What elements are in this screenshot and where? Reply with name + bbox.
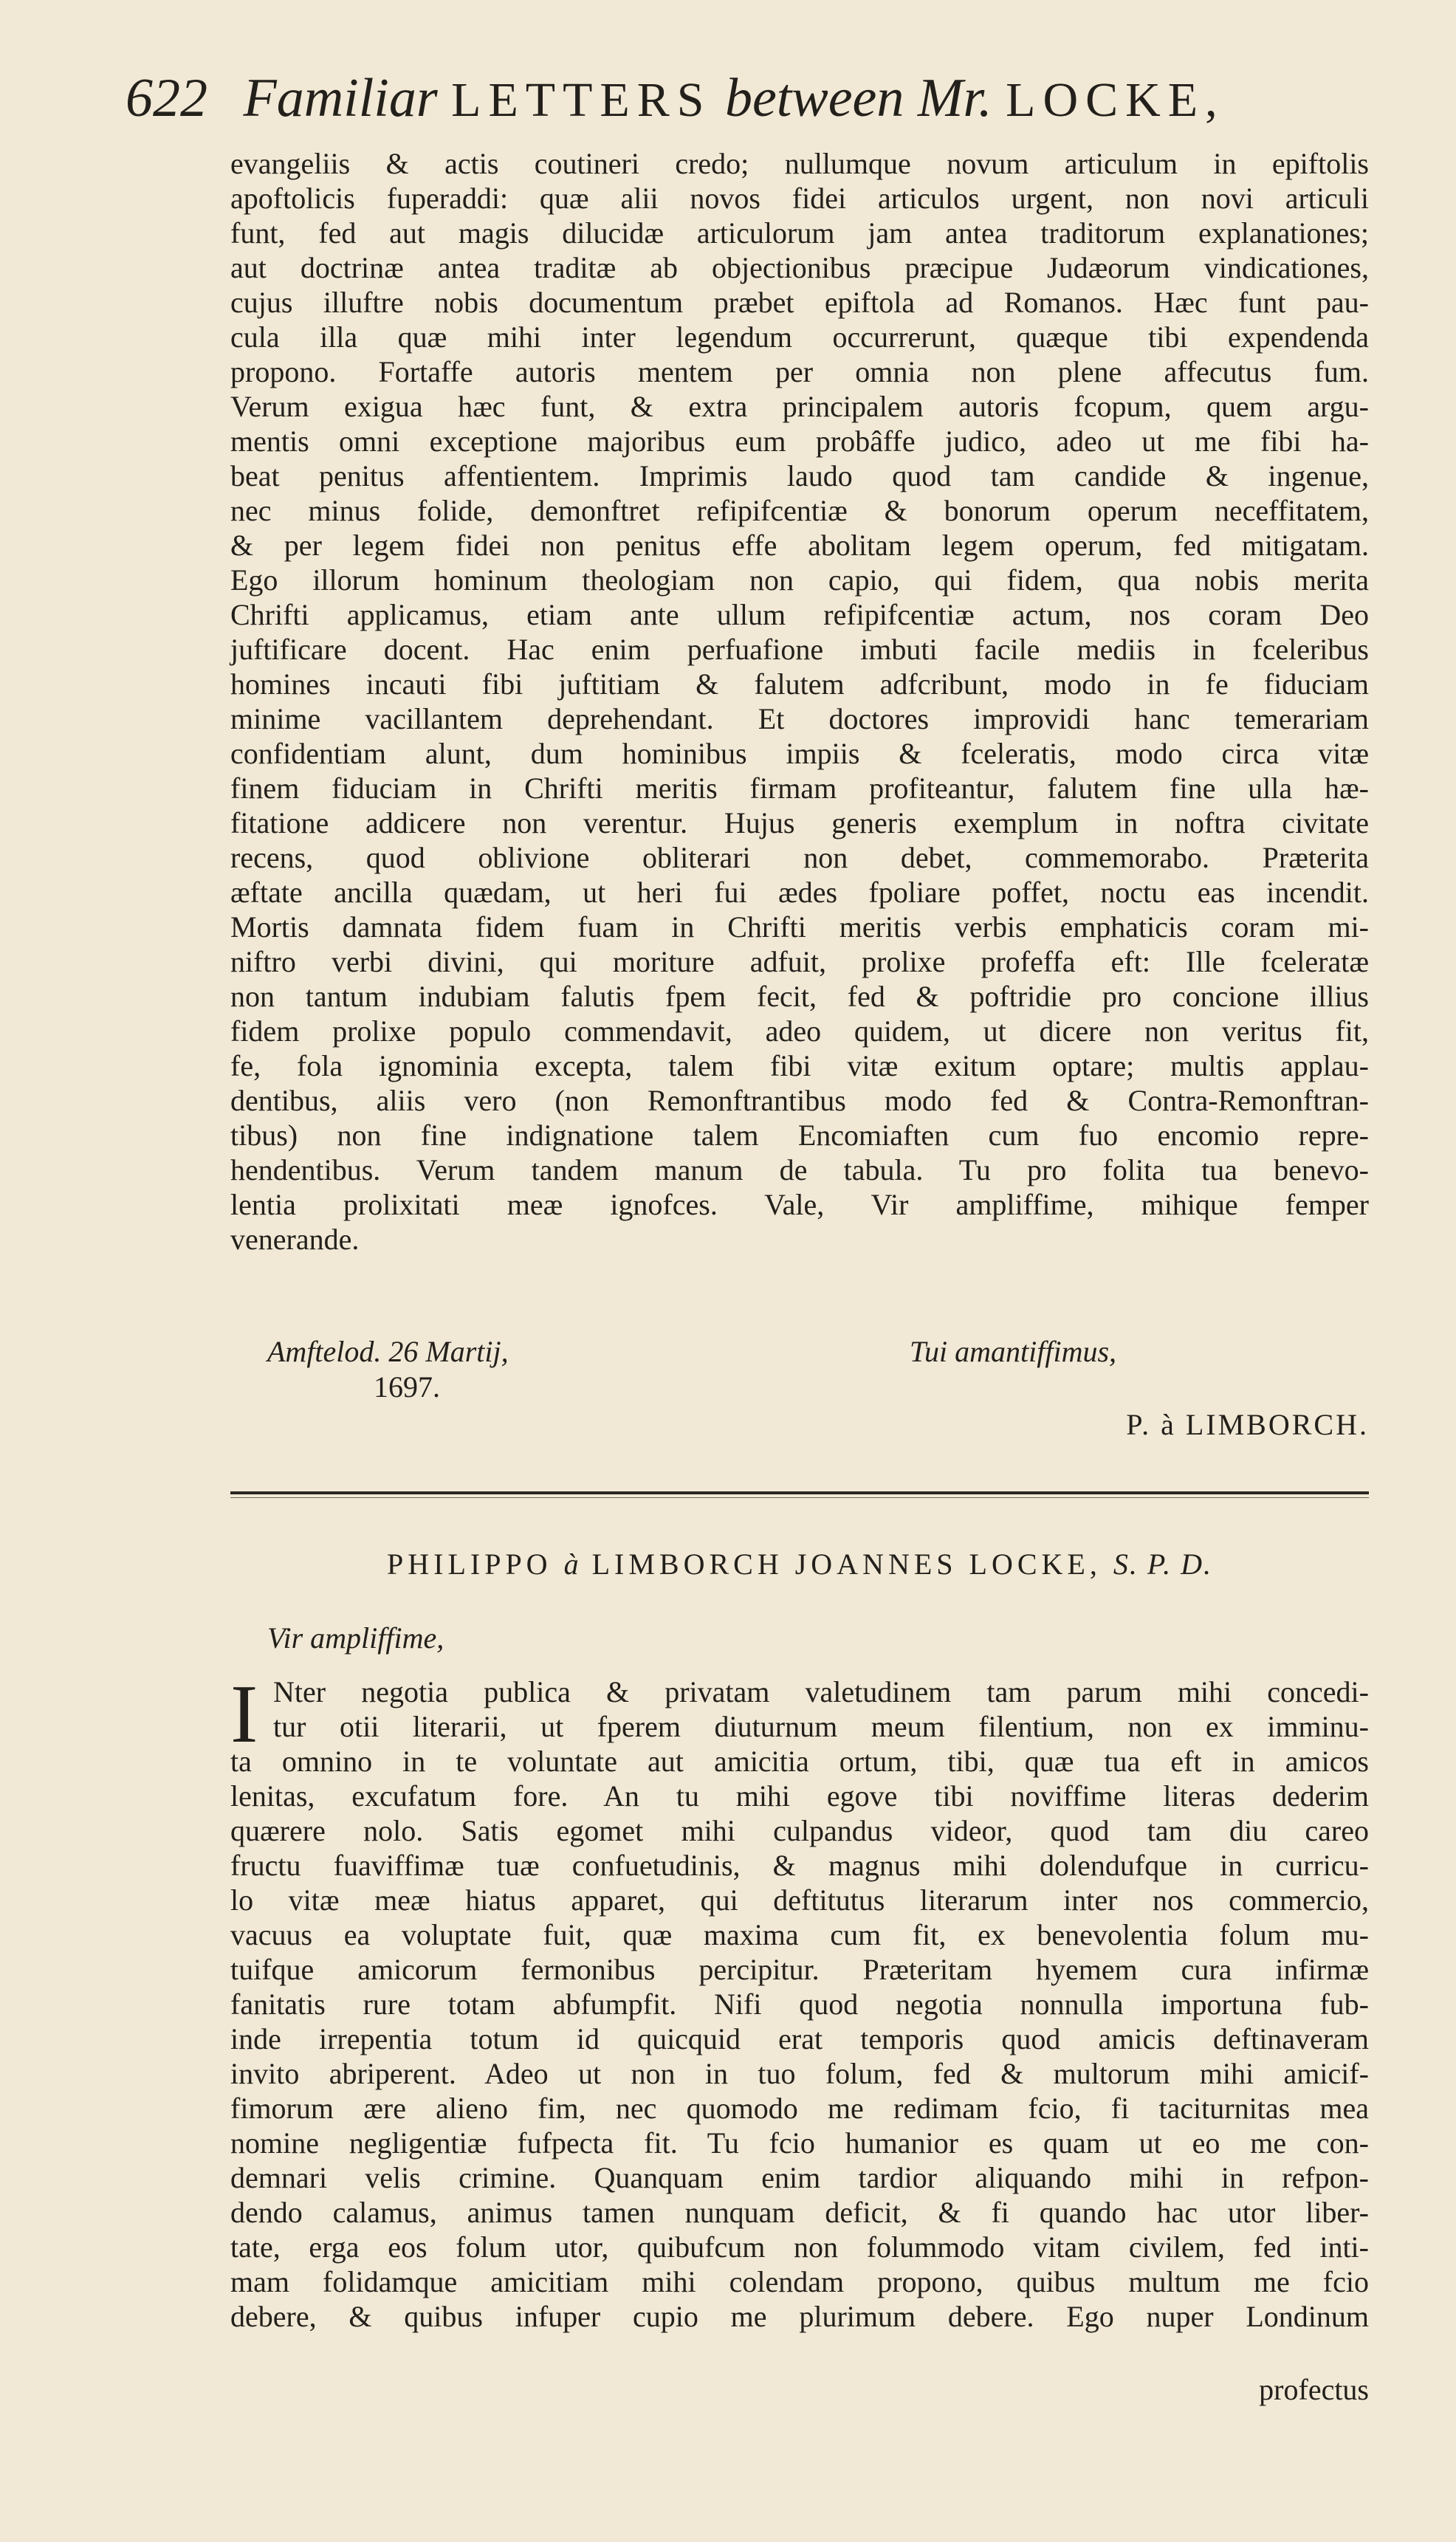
signature-place-date: Amftelod. 26 Martij,: [267, 1335, 509, 1368]
heading-names: LIMBORCH JOANNES LOCKE,: [591, 1547, 1102, 1581]
text-line: apoftolicis fuperaddi: quæ alii novos fidei articulos urgent, non novi articuli: [230, 182, 1369, 215]
text-line: hendentibus. Verum tandem manum de tabula. Tu pro folita tua benevo-: [230, 1153, 1369, 1186]
text-line: tibus) non fine indignatione talem Encomiaften cum fuo encomio repre-: [230, 1119, 1369, 1152]
text-line: beat penitus affentientem. Imprimis laudo quod tam candide & ingenue,: [230, 459, 1369, 492]
text-line: demnari velis crimine. Quanquam enim tardior aliquando mihi in refpon-: [230, 2161, 1369, 2194]
text-line: æftate ancilla quædam, ut heri fui ædes fpoliare poffet, noctu eas incendit.: [230, 876, 1369, 909]
text-line: nec minus folide, demonftret refipifcentiæ & bonorum operum neceffitatem,: [230, 494, 1369, 527]
signature-year: 1697.: [374, 1370, 440, 1404]
text-line: & per legem fidei non penitus effe abolitam legem operum, fed mitigatam.: [230, 529, 1369, 562]
text-line: fanitatis rure totam abfumpfit. Nifi quod negotia nonnulla importuna fub-: [230, 1988, 1369, 2021]
text-line: fe, fola ignominia excepta, talem fibi vitæ exitum optare; multis applau-: [230, 1049, 1369, 1082]
letter-two-heading: [230, 1547, 1369, 1581]
text-line: aut doctrinæ antea traditæ ab objectionibus præcipue Judæorum vindicationes,: [230, 251, 1369, 284]
header-word-locke: LOCKE,: [1006, 73, 1225, 127]
text-line: nomine negligentiæ fufpecta fit. Tu fcio humanior es quam ut eo me con-: [230, 2126, 1369, 2160]
section-divider-thin: [230, 1497, 1369, 1498]
text-line: mentis omni exceptione majoribus eum probâffe judico, adeo ut me fibi ha-: [230, 425, 1369, 458]
text-line: tur otii literarii, ut fperem diuturnum meum filentium, non ex imminu-: [273, 1710, 1369, 1743]
text-line: propono. Fortaffe autoris mentem per omnia non plene affecutus fum.: [230, 355, 1369, 388]
text-line: fimorum ære alieno fim, nec quomodo me redimam fcio, fi taciturnitas mea: [230, 2092, 1369, 2125]
text-line: Nter negotia publica & privatam valetudinem tam parum mihi concedi-: [273, 1675, 1369, 1708]
text-line: fructu fuaviffimæ tuæ confuetudinis, & magnus mihi dolendufque in curricu-: [230, 1849, 1369, 1882]
text-line: dentibus, aliis vero (non Remonftrantibus modo fed & Contra-Remonftran-: [230, 1084, 1369, 1117]
text-line: Verum exigua hæc funt, & extra principalem autoris fcopum, quem argu-: [230, 390, 1369, 423]
text-line: homines incauti fibi juftitiam & falutem adfcribunt, modo in fe fiduciam: [230, 667, 1369, 701]
text-line: inde irrepentia totum id quicquid erat temporis quod amicis deftinaveram: [230, 2022, 1369, 2055]
text-line: recens, quod oblivione obliterari non debet, commemorabo. Præterita: [230, 841, 1369, 874]
text-line: tuifque amicorum fermonibus percipitur. Præteritam hyemem cura infirmæ: [230, 1953, 1369, 1986]
text-line: ta omnino in te voluntate aut amicitia ortum, tibi, quæ tua eft in amicos: [230, 1745, 1369, 1778]
text-line: finem fiduciam in Chrifti meritis firmam profiteantur, falutem fine ulla hæ-: [230, 772, 1369, 805]
text-line: confidentiam alunt, dum hominibus impiis & fceleratis, modo circa vitæ: [230, 737, 1369, 770]
drop-cap: I: [230, 1669, 258, 1760]
text-line: lentia prolixitati meæ ignofces. Vale, Vir ampliffime, mihique femper: [230, 1188, 1369, 1221]
section-divider: [230, 1491, 1369, 1494]
header-word-mr: Mr.: [917, 68, 992, 128]
catchword: profectus: [1259, 2373, 1369, 2406]
text-line: Mortis damnata fidem fuam in Chrifti meritis verbis emphaticis coram mi-: [230, 910, 1369, 944]
text-line: venerande.: [230, 1223, 360, 1256]
text-line: Ego illorum hominum theologiam non capio, qui fidem, qua nobis merita: [230, 563, 1369, 597]
text-line: evangeliis & actis coutineri credo; nullumque novum articulum in epiftolis: [230, 147, 1369, 180]
salutation: Vir ampliffime,: [267, 1621, 444, 1655]
heading-spd: S. P. D.: [1113, 1547, 1212, 1581]
heading-recipient: PHILIPPO: [386, 1547, 552, 1581]
text-line: debere, & quibus infuper cupio me plurimum debere. Ego nuper Londinum: [230, 2300, 1369, 2333]
text-line: cujus illuftre nobis documentum præbet epiftola ad Romanos. Hæc funt pau-: [230, 286, 1369, 319]
text-line: quærere nolo. Satis egomet mihi culpandus videor, quod tam diu careo: [230, 1814, 1369, 1847]
text-line: lenitas, excufatum fore. An tu mihi egove tibi noviffime literas dederim: [230, 1779, 1369, 1813]
text-line: funt, fed aut magis dilucidæ articulorum jam antea traditorum explanationes;: [230, 216, 1369, 250]
text-line: dendo calamus, animus tamen nunquam deficit, & fi quando hac utor liber-: [230, 2196, 1369, 2229]
text-line: fidem prolixe populo commendavit, adeo quidem, ut dicere non veritus fit,: [230, 1014, 1369, 1048]
page-number: 622: [126, 68, 207, 128]
signature-closing: Tui amantiffimus,: [910, 1335, 1117, 1368]
text-line: juftificare docent. Hac enim perfuafione imbuti facile mediis in fceleribus: [230, 633, 1369, 666]
signature-name: P. à LIMBORCH.: [1126, 1408, 1369, 1441]
text-line: cula illa quæ mihi inter legendum occurrerunt, quæque tibi expendenda: [230, 320, 1369, 354]
text-line: mam folidamque amicitiam mihi colendam propono, quibus multum me fcio: [230, 2265, 1369, 2298]
text-line: tate, erga eos folum utor, quibufcum non folummodo vitam civilem, fed inti-: [230, 2230, 1369, 2264]
text-line: invito abriperent. Adeo ut non in tuo folum, fed & multorum mihi amicif-: [230, 2057, 1369, 2090]
header-word-familiar: Familiar: [243, 68, 438, 128]
text-line: minime vacillantem deprehendant. Et doctores improvidi hanc temerariam: [230, 702, 1369, 735]
text-line: lo vitæ meæ hiatus apparet, qui deftitutus literarum inter nos commercio,: [230, 1883, 1369, 1917]
text-line: fitatione addicere non verentur. Hujus generis exemplum in noftra civitate: [230, 806, 1369, 839]
running-header: [126, 65, 1351, 134]
text-line: non tantum indubiam falutis fpem fecit, fed & poftridie pro concione illius: [230, 980, 1369, 1013]
header-word-letters: LETTERS: [451, 73, 712, 127]
text-line: niftro verbi divini, qui moriture adfuit, prolixe profeffa eft: Ille fceleratæ: [230, 945, 1369, 978]
text-line: Chrifti applicamus, etiam ante ullum refipifcentiæ actum, nos coram Deo: [230, 598, 1369, 631]
heading-a: à: [563, 1547, 580, 1581]
text-line: vacuus ea voluptate fuit, quæ maxima cum fit, ex benevolentia folum mu-: [230, 1918, 1369, 1951]
header-word-between: between: [724, 68, 904, 128]
